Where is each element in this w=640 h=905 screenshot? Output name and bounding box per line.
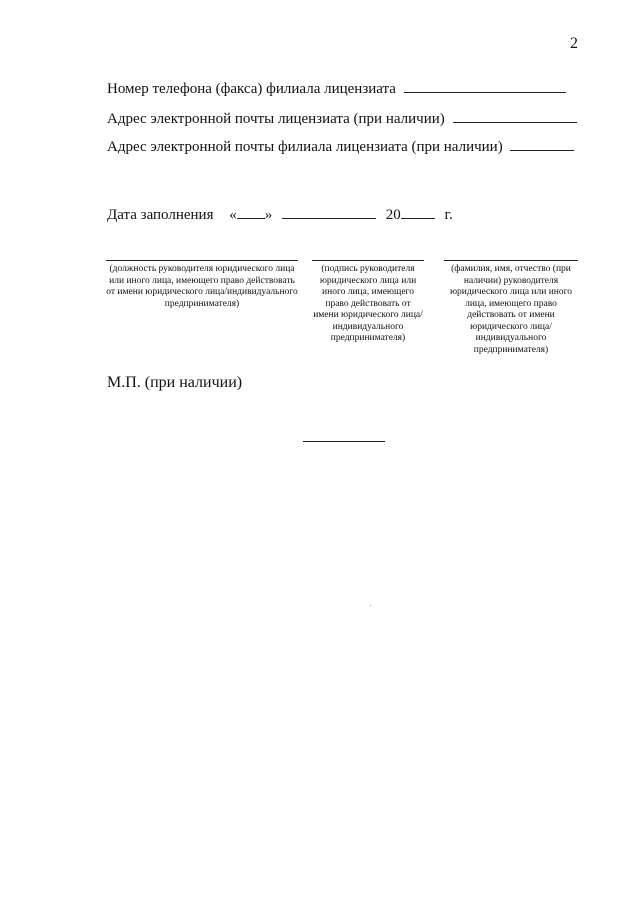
fill-date-row bbox=[107, 204, 453, 224]
phone-field-label: Номер телефона (факса) филиала лицензиата bbox=[107, 81, 396, 97]
branch-email-field-label: Адрес электронной почты филиала лицензиата (при наличии) bbox=[107, 139, 503, 155]
signature-caption: (подпись руководителя юридического лица или иного лица, имеющего право действовать от имени юридического лица/ индивидуального предпринимателя) bbox=[313, 264, 423, 343]
email-field-label: Адрес электронной почты лицензиата (при наличии) bbox=[107, 111, 445, 127]
date-open-quote: « bbox=[229, 207, 237, 223]
position-signature-field[interactable] bbox=[106, 260, 298, 310]
branch-email-field-blank[interactable] bbox=[510, 136, 574, 151]
email-field-row bbox=[107, 108, 577, 128]
date-year-prefix: 20 bbox=[385, 207, 401, 223]
date-day-blank[interactable] bbox=[237, 204, 265, 219]
signature-field[interactable] bbox=[312, 260, 424, 345]
full-name-caption: (фамилия, имя, отчество (при наличии) руководителя юридического лица или иного лица, имеющего право действовать от имени юридического лица/ индивидуального предпринимателя) bbox=[449, 264, 573, 355]
date-close-quote: » bbox=[264, 207, 273, 223]
closing-divider bbox=[303, 441, 385, 442]
full-name-field[interactable] bbox=[444, 260, 578, 356]
fill-date-label: Дата заполнения bbox=[107, 207, 214, 223]
phone-field-blank[interactable] bbox=[404, 78, 566, 93]
email-field-blank[interactable] bbox=[453, 108, 577, 123]
position-caption: (должность руководителя юридического лица или иного лица, имеющего право действовать от имени юридического лица/индивидуального предпринимателя) bbox=[106, 264, 298, 309]
branch-email-field-row bbox=[107, 136, 574, 156]
date-year-suffix: г. bbox=[444, 207, 453, 223]
phone-field-row bbox=[107, 78, 566, 98]
date-month-blank[interactable] bbox=[282, 204, 376, 219]
page-number: 2 bbox=[570, 35, 578, 52]
date-year-blank[interactable] bbox=[401, 204, 435, 219]
stamp-placeholder: М.П. (при наличии) bbox=[107, 374, 243, 391]
scan-speck bbox=[370, 605, 371, 606]
